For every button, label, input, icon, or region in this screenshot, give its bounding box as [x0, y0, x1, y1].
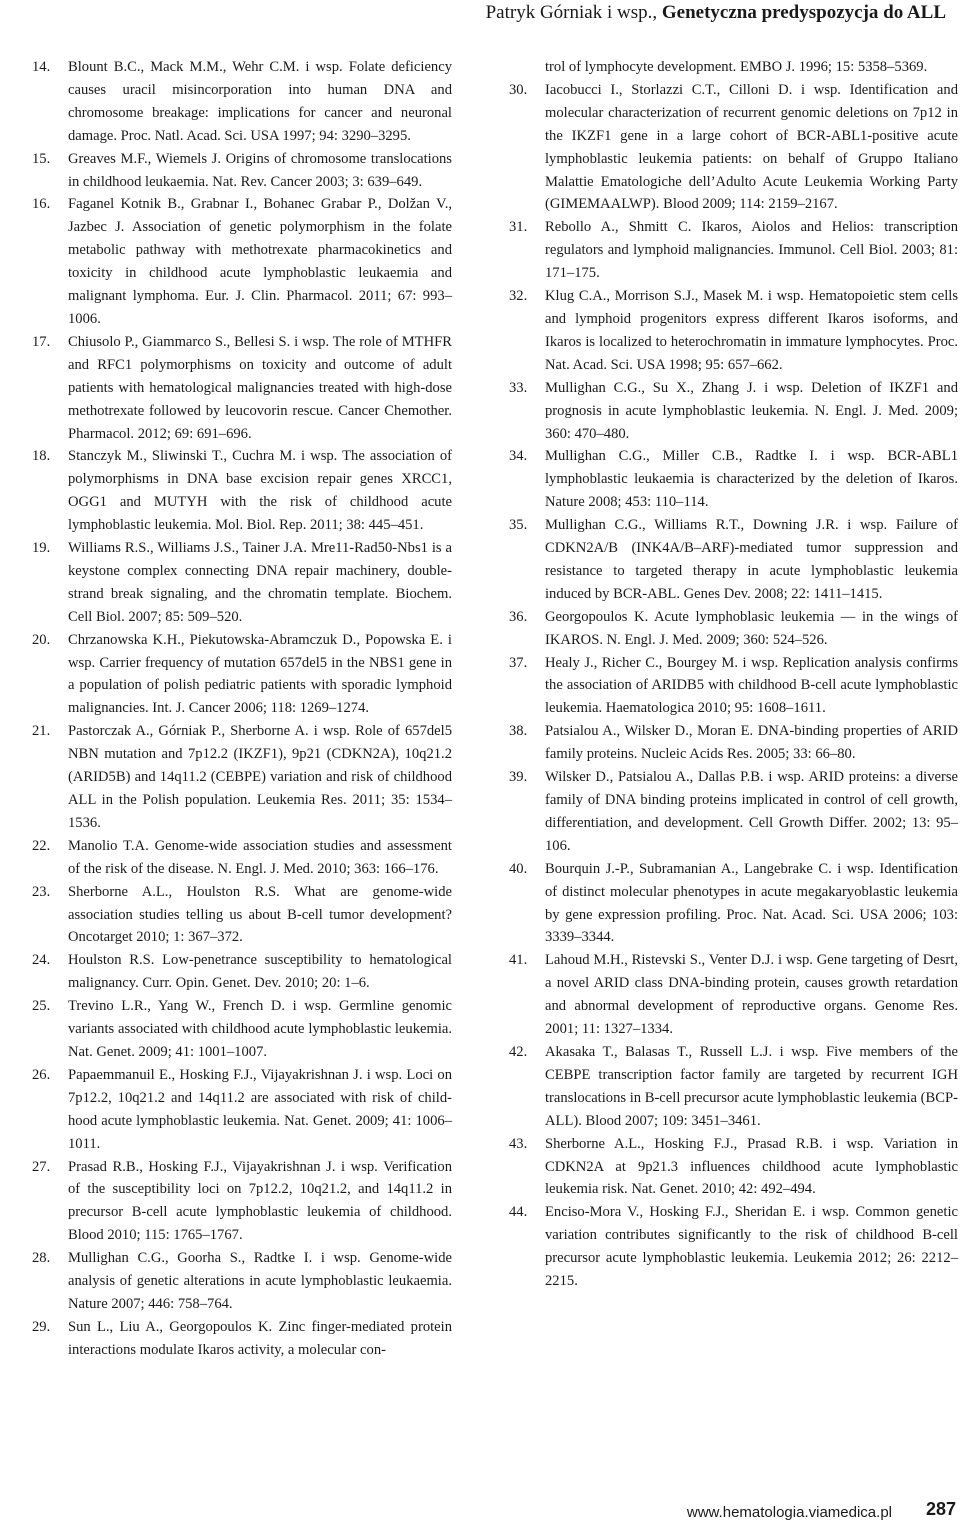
reference-item — [509, 445, 958, 514]
page-number: 287 — [925, 1499, 956, 1519]
reference-number: 26. — [32, 1066, 51, 1083]
reference-item — [509, 720, 958, 766]
reference-text: Akasaka T., Balasas T., Russell L.J. i wsp. Five members of the CEBPE transcription factor family are targeted by recurrent IGH translocations in B-cell precursor acute lymphoblastic leukemia (BCP-ALL). Blood 2007; 109: 3451–3461. — [545, 1043, 958, 1129]
reference-text: Patsialou A., Wilsker D., Moran E. DNA-binding properties of ARID family proteins. Nucleic Acids Res. 2005; 33: 66–80. — [545, 723, 958, 763]
reference-item — [509, 606, 958, 652]
reference-item — [32, 835, 452, 881]
reference-number: 19. — [32, 540, 51, 557]
reference-number: 35. — [509, 517, 528, 534]
reference-number: 29. — [32, 1318, 51, 1335]
reference-item — [32, 720, 452, 835]
reference-number: 24. — [32, 952, 51, 969]
reference-item — [32, 148, 452, 194]
reference-item — [32, 56, 452, 148]
reference-text: Lahoud M.H., Ristevski S., Venter D.J. i wsp. Gene targeting of Desrt, a novel ARID class DNA-binding protein, causes growth retardation and abnormal development of reproductive organs. Genome Res. 2001; 11: 1327–1334. — [545, 952, 958, 1038]
reference-item — [509, 79, 958, 216]
reference-item — [509, 216, 958, 285]
reference-number: 17. — [32, 333, 51, 350]
reference-item — [509, 377, 958, 446]
reference-text: Rebollo A., Shmitt C. Ikaros, Aiolos and Helios: transcription regulators and lymphoid malignancies. Immunol. Cell Biol. 2003; 81: 171–175. — [545, 219, 958, 282]
reference-item — [509, 858, 958, 950]
footer-website[interactable]: www.hematologia.viamedica.pl — [686, 1504, 892, 1521]
reference-text: Blount B.C., Mack M.M., Wehr C.M. i wsp. Folate deficiency causes uracil misincorporation into human DNA and chromosome breakage: implications for cancer and neuronal damage. Proc. Natl. Acad. Sci. USA 1997; 94: 3290–3295. — [68, 59, 452, 144]
reference-number: 32. — [509, 288, 528, 305]
reference-text: Chiusolo P., Giammarco S., Bellesi S. i wsp. The role of MTHFR and RFC1 polymorphisms on toxicity and outcome of adult patients with hematological malignancies treated with high-dose methotrexate followed by leucovorin rescue. Cancer Chemother. Pharmacol. 2012; 69: 691–696. — [68, 333, 452, 442]
reference-item — [509, 1041, 958, 1133]
reference-item — [32, 445, 452, 537]
header-authors: Patryk Górniak i wsp., — [485, 2, 662, 23]
reference-number: 25. — [32, 998, 51, 1015]
reference-number: 21. — [32, 723, 51, 740]
reference-text: Wilsker D., Patsialou A., Dallas P.B. i wsp. ARID proteins: a diverse family of DNA binding proteins implicated in control of cell growth, differentiation, and development. Cell Growth Differ. 2002; 13: 95–106. — [545, 769, 958, 854]
reference-number: 40. — [509, 860, 528, 877]
reference-text: Enciso-Mora V., Hosking F.J., Sheridan E. i wsp. Common genetic variation contributes significantly to the risk of childhood B-cell precursor acute lymphoblastic leukemia. Leukemia 2012; 26: 2212–2215. — [545, 1204, 958, 1290]
references-left-column — [32, 56, 452, 1362]
reference-text: Klug C.A., Morrison S.J., Masek M. i wsp. Hematopoietic stem cells and lymphoid progenitors express different Ikaros isoforms, and Ikaros is localized to heterochromatin in immature lymphocytes. Proc. Nat. Acad. Sci. USA 1998; 95: 657–662. — [545, 288, 958, 373]
reference-text: Faganel Kotnik B., Grabnar I., Bohanec Grabar P., Dolžan V., Jazbec J. Association of genetic polymorphism in the folate metabolic pathway with methotrexate pharmacokinetics and toxicity in childhood acute lymphoblastic leukaemia and malignant lymphoma. Eur. J. Clin. Pharmacol. 2011; 67: 993–1006. — [68, 196, 452, 327]
reference-item — [32, 949, 452, 995]
reference-number: 28. — [32, 1250, 51, 1267]
reference-text: trol of lymphocyte development. EMBO J. 1996; 15: 5358–5369. — [545, 59, 928, 75]
reference-number: 36. — [509, 608, 528, 625]
reference-number: 16. — [32, 196, 51, 213]
reference-text: Trevino L.R., Yang W., French D. i wsp. Germline genomic variants associated with childhood acute lymphoblastic leukemia. Nat. Genet. 2009; 41: 1001–1007. — [68, 998, 452, 1060]
reference-number: 18. — [32, 448, 51, 465]
reference-number: 27. — [32, 1158, 51, 1175]
reference-number: 43. — [509, 1135, 528, 1152]
reference-number: 23. — [32, 883, 51, 900]
reference-text: Bourquin J.-P., Subramanian A., Langebrake C. i wsp. Identification of distinct molecular phenotypes in acute megakaryoblastic leukemia by gene expression profiling. Proc. Nat. Acad. Sci. USA 2006; 103: 3339–3344. — [545, 860, 958, 946]
reference-item — [32, 331, 452, 446]
reference-item — [509, 1201, 958, 1293]
reference-text: Houlston R.S. Low-penetrance susceptibility to hematological malignancy. Curr. Opin. Genet. Dev. 2010; 20: 1–6. — [68, 952, 452, 992]
reference-number: 41. — [509, 952, 528, 969]
reference-text: Georgopoulos K. Acute lymphoblasic leukemia — in the wings of IKAROS. N. Engl. J. Med. 2009; 360: 524–526. — [545, 608, 958, 648]
reference-number: 37. — [509, 654, 528, 671]
reference-text: Greaves M.F., Wiemels J. Origins of chromosome translocations in childhood leukaemia. Nat. Rev. Cancer 2003; 3: 639–649. — [68, 150, 452, 190]
reference-text: Mullighan C.G., Goorha S., Radtke I. i wsp. Genome-wide analysis of genetic alterations in acute lymphoblastic leukaemia. Nature 2007; 446: 758–764. — [68, 1250, 452, 1312]
reference-item — [509, 514, 958, 606]
reference-text: Pastorczak A., Górniak P., Sherborne A. i wsp. Role of 657del5 NBN mutation and 7p12.2 (IKZF1), 9p21 (CDKN2A), 10q21.2 (ARID5B) and 14q11.2 (CEBPE) variation and risk of childhood ALL in the Polish population. Leukemia Res. 2011; 35: 1534–1536. — [68, 723, 452, 831]
reference-text: Chrzanowska K.H., Piekutowska-Abramczuk D., Popowska E. i wsp. Carrier frequency of mutation 657del5 in the NBS1 gene in a population of polish pediatric patients with sporadic lymphoid malignancies. Int. J. Cancer 2006; 118: 1269–1274. — [68, 631, 452, 717]
reference-item — [32, 995, 452, 1064]
reference-text: Stanczyk M., Sliwinski T., Cuchra M. i wsp. The association of polymorphisms in DNA base excision repair genes XRCC1, OGG1 and MUTYH with the risk of childhood acute lymphoblastic leukemia. Mol. Biol. Rep. 2011; 38: 445–451. — [68, 448, 452, 534]
reference-number: 31. — [509, 219, 528, 236]
reference-item — [32, 193, 452, 330]
reference-text: Papaemmanuil E., Hosking F.J., Vijayakrishnan J. i wsp. Loci on 7p12.2, 10q21.2 and 14q11.2 are associated with risk of child-hood acute lymphoblastic leukemia. Nat. Genet. 2009; 41: 1006–1011. — [68, 1066, 452, 1152]
reference-item — [509, 56, 958, 79]
reference-number: 42. — [509, 1043, 528, 1060]
references-right-column — [509, 56, 958, 1293]
reference-item — [509, 766, 958, 858]
reference-item — [32, 881, 452, 950]
reference-text: Mullighan C.G., Su X., Zhang J. i wsp. Deletion of IKZF1 and prognosis in acute lymphoblastic leukemia. N. Engl. J. Med. 2009; 360: 470–480. — [545, 379, 958, 442]
reference-number: 15. — [32, 150, 51, 167]
reference-text: Williams R.S., Williams J.S., Tainer J.A. Mre11-Rad50-Nbs1 is a keystone complex connecting DNA repair machinery, double-strand break signaling, and the chromatin template. Biochem. Cell Biol. 2007; 85: 509–520. — [68, 540, 452, 625]
running-header — [486, 0, 946, 26]
reference-text: Sun L., Liu A., Georgopoulos K. Zinc finger-mediated protein interactions modulate Ikaros activity, a molecular con- — [68, 1318, 452, 1358]
reference-number: 34. — [509, 448, 528, 465]
reference-item — [32, 1156, 452, 1248]
reference-item — [509, 285, 958, 377]
reference-number: 22. — [32, 837, 51, 854]
reference-text: Manolio T.A. Genome-wide association studies and assessment of the risk of the disease. N. Engl. J. Med. 2010; 363: 166–176. — [68, 837, 452, 877]
reference-number: 44. — [509, 1204, 528, 1221]
reference-item — [509, 949, 958, 1041]
reference-number: 14. — [32, 59, 51, 75]
reference-number: 20. — [32, 631, 51, 648]
reference-text: Sherborne A.L., Houlston R.S. What are genome-wide association studies telling us about B-cell tumor development? Oncotarget 2010; 1: 367–372. — [68, 883, 452, 946]
reference-item — [509, 652, 958, 721]
reference-text: Mullighan C.G., Miller C.B., Radtke I. i wsp. BCR-ABL1 lymphoblastic leukaemia is characterized by the deletion of Ikaros. Nature 2008; 453: 110–114. — [545, 448, 958, 511]
reference-item — [32, 1316, 452, 1362]
reference-item — [509, 1133, 958, 1202]
reference-item — [32, 537, 452, 629]
reference-text: Iacobucci I., Storlazzi C.T., Cilloni D. i wsp. Identification and molecular characterization of recurrent genomic deletions on 7p12 in the IKZF1 gene in a large cohort of BCR-ABL1-positive acute lymphoblastic leukemia patients: on behalf of Gruppo Italiano Malattie Ematologiche dell’Adulto Acute Leukemia Working Party (GIMEMAALWP). Blood 2009; 114: 2159–2167. — [545, 81, 958, 213]
reference-number: 39. — [509, 769, 528, 786]
reference-item — [32, 1247, 452, 1316]
reference-text: Prasad R.B., Hosking F.J., Vijayakrishnan J. i wsp. Verification of the susceptibility loci on 7p12.2, 10q21.2, and 14q11.2 in precursor B-cell acute lymphoblastic leukemia of childhood. Blood 2010; 115: 1765–1767. — [68, 1158, 452, 1244]
reference-item — [32, 1064, 452, 1156]
reference-number: 30. — [509, 81, 528, 98]
reference-text: Mullighan C.G., Williams R.T., Downing J.R. i wsp. Failure of CDKN2A/B (INK4A/B–ARF)-mediated tumor suppression and resistance to targeted therapy in acute lymphoblastic leukemia induced by BCR-ABL. Genes Dev. 2008; 22: 1411–1415. — [545, 517, 958, 602]
reference-number: 38. — [509, 723, 528, 740]
reference-text: Sherborne A.L., Hosking F.J., Prasad R.B. i wsp. Variation in CDKN2A at 9p21.3 influences childhood acute lymphoblastic leukemia risk. Nat. Genet. 2010; 42: 492–494. — [545, 1135, 958, 1198]
reference-item — [32, 629, 452, 721]
header-journal-title: Genetyczna predyspozycja do ALL — [661, 2, 946, 23]
reference-number: 33. — [509, 379, 528, 396]
reference-text: Healy J., Richer C., Bourgey M. i wsp. Replication analysis confirms the association of ARIDB5 with childhood B-cell acute lymphoblastic leukemia. Haematologica 2010; 95: 1608–1611. — [545, 654, 958, 717]
